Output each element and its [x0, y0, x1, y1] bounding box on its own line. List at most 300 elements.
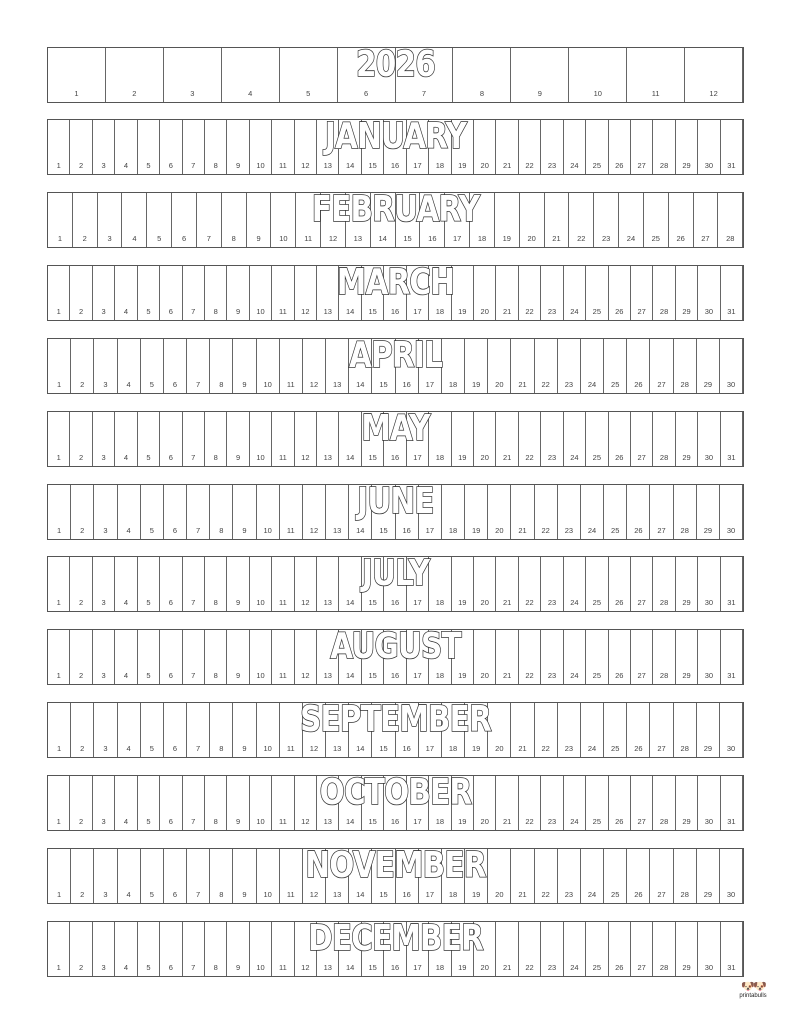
- day-cell[interactable]: [71, 485, 94, 539]
- day-cell[interactable]: [371, 193, 396, 247]
- day-cell[interactable]: [697, 339, 720, 393]
- day-cell[interactable]: [303, 703, 326, 757]
- day-cell[interactable]: [227, 266, 249, 320]
- day-cell[interactable]: [317, 557, 339, 611]
- day-cell[interactable]: [71, 703, 94, 757]
- day-cell[interactable]: [676, 776, 698, 830]
- day-cell[interactable]: [674, 703, 697, 757]
- day-cell[interactable]: [227, 630, 249, 684]
- day-cell[interactable]: [384, 120, 406, 174]
- day-cell[interactable]: [339, 120, 361, 174]
- day-cell[interactable]: [118, 703, 141, 757]
- day-cell[interactable]: [71, 849, 94, 903]
- day-cell[interactable]: [362, 922, 384, 976]
- day-cell[interactable]: [697, 849, 720, 903]
- day-cell[interactable]: [697, 485, 720, 539]
- day-cell[interactable]: [541, 776, 563, 830]
- day-cell[interactable]: [227, 412, 249, 466]
- day-cell[interactable]: [627, 703, 650, 757]
- day-cell[interactable]: [545, 193, 570, 247]
- day-cell[interactable]: [141, 703, 164, 757]
- day-cell[interactable]: [339, 266, 361, 320]
- day-cell[interactable]: [303, 339, 326, 393]
- day-cell[interactable]: [321, 193, 346, 247]
- day-cell[interactable]: [326, 703, 349, 757]
- year-month-cell[interactable]: [453, 48, 511, 102]
- year-month-cell[interactable]: [164, 48, 222, 102]
- day-cell[interactable]: [519, 120, 541, 174]
- day-cell[interactable]: [586, 776, 608, 830]
- day-cell[interactable]: [676, 922, 698, 976]
- day-cell[interactable]: [511, 703, 534, 757]
- day-cell[interactable]: [205, 922, 227, 976]
- day-cell[interactable]: [280, 339, 303, 393]
- day-cell[interactable]: [429, 630, 451, 684]
- day-cell[interactable]: [407, 922, 429, 976]
- day-cell[interactable]: [94, 485, 117, 539]
- year-month-cell[interactable]: [338, 48, 396, 102]
- day-cell[interactable]: [257, 485, 280, 539]
- day-cell[interactable]: [721, 922, 743, 976]
- day-cell[interactable]: [71, 339, 94, 393]
- year-month-cell[interactable]: [222, 48, 280, 102]
- day-cell[interactable]: [164, 485, 187, 539]
- day-cell[interactable]: [650, 485, 673, 539]
- day-cell[interactable]: [488, 339, 511, 393]
- day-cell[interactable]: [419, 849, 442, 903]
- day-cell[interactable]: [535, 703, 558, 757]
- day-cell[interactable]: [48, 776, 70, 830]
- day-cell[interactable]: [653, 120, 675, 174]
- year-month-cell[interactable]: [48, 48, 106, 102]
- day-cell[interactable]: [48, 703, 71, 757]
- year-month-cell[interactable]: [511, 48, 569, 102]
- day-cell[interactable]: [653, 412, 675, 466]
- year-month-cell[interactable]: [396, 48, 454, 102]
- day-cell[interactable]: [698, 266, 720, 320]
- day-cell[interactable]: [48, 412, 70, 466]
- day-cell[interactable]: [295, 412, 317, 466]
- day-cell[interactable]: [465, 485, 488, 539]
- day-cell[interactable]: [205, 120, 227, 174]
- day-cell[interactable]: [164, 849, 187, 903]
- day-cell[interactable]: [205, 630, 227, 684]
- day-cell[interactable]: [644, 193, 669, 247]
- day-cell[interactable]: [609, 776, 631, 830]
- year-month-cell[interactable]: [685, 48, 743, 102]
- day-cell[interactable]: [609, 412, 631, 466]
- year-month-cell[interactable]: [569, 48, 627, 102]
- day-cell[interactable]: [115, 630, 137, 684]
- day-cell[interactable]: [442, 849, 465, 903]
- day-cell[interactable]: [250, 776, 272, 830]
- day-cell[interactable]: [227, 776, 249, 830]
- day-cell[interactable]: [295, 557, 317, 611]
- day-cell[interactable]: [317, 120, 339, 174]
- day-cell[interactable]: [93, 922, 115, 976]
- day-cell[interactable]: [70, 922, 92, 976]
- day-cell[interactable]: [465, 849, 488, 903]
- day-cell[interactable]: [372, 339, 395, 393]
- day-cell[interactable]: [511, 849, 534, 903]
- day-cell[interactable]: [250, 557, 272, 611]
- day-cell[interactable]: [452, 922, 474, 976]
- day-cell[interactable]: [339, 412, 361, 466]
- day-cell[interactable]: [452, 557, 474, 611]
- day-cell[interactable]: [558, 339, 581, 393]
- day-cell[interactable]: [653, 776, 675, 830]
- day-cell[interactable]: [650, 703, 673, 757]
- day-cell[interactable]: [564, 557, 586, 611]
- day-cell[interactable]: [257, 849, 280, 903]
- day-cell[interactable]: [452, 776, 474, 830]
- year-month-cell[interactable]: [627, 48, 685, 102]
- day-cell[interactable]: [676, 120, 698, 174]
- day-cell[interactable]: [138, 922, 160, 976]
- day-cell[interactable]: [233, 339, 256, 393]
- day-cell[interactable]: [564, 266, 586, 320]
- day-cell[interactable]: [452, 412, 474, 466]
- day-cell[interactable]: [720, 485, 743, 539]
- day-cell[interactable]: [303, 849, 326, 903]
- day-cell[interactable]: [676, 630, 698, 684]
- day-cell[interactable]: [697, 703, 720, 757]
- day-cell[interactable]: [564, 630, 586, 684]
- day-cell[interactable]: [118, 485, 141, 539]
- day-cell[interactable]: [187, 339, 210, 393]
- day-cell[interactable]: [396, 849, 419, 903]
- day-cell[interactable]: [339, 776, 361, 830]
- day-cell[interactable]: [604, 485, 627, 539]
- day-cell[interactable]: [349, 339, 372, 393]
- day-cell[interactable]: [631, 557, 653, 611]
- day-cell[interactable]: [627, 485, 650, 539]
- day-cell[interactable]: [558, 485, 581, 539]
- day-cell[interactable]: [339, 922, 361, 976]
- day-cell[interactable]: [93, 557, 115, 611]
- day-cell[interactable]: [339, 557, 361, 611]
- day-cell[interactable]: [48, 193, 73, 247]
- day-cell[interactable]: [295, 630, 317, 684]
- day-cell[interactable]: [70, 266, 92, 320]
- day-cell[interactable]: [558, 703, 581, 757]
- day-cell[interactable]: [698, 630, 720, 684]
- day-cell[interactable]: [698, 412, 720, 466]
- day-cell[interactable]: [115, 120, 137, 174]
- day-cell[interactable]: [160, 120, 182, 174]
- day-cell[interactable]: [183, 776, 205, 830]
- day-cell[interactable]: [721, 266, 743, 320]
- day-cell[interactable]: [272, 630, 294, 684]
- day-cell[interactable]: [594, 193, 619, 247]
- day-cell[interactable]: [496, 412, 518, 466]
- day-cell[interactable]: [718, 193, 743, 247]
- day-cell[interactable]: [519, 266, 541, 320]
- day-cell[interactable]: [429, 922, 451, 976]
- day-cell[interactable]: [674, 849, 697, 903]
- day-cell[interactable]: [272, 557, 294, 611]
- day-cell[interactable]: [187, 849, 210, 903]
- day-cell[interactable]: [535, 339, 558, 393]
- day-cell[interactable]: [604, 849, 627, 903]
- day-cell[interactable]: [496, 922, 518, 976]
- year-month-cell[interactable]: [106, 48, 164, 102]
- day-cell[interactable]: [210, 485, 233, 539]
- day-cell[interactable]: [362, 557, 384, 611]
- day-cell[interactable]: [396, 703, 419, 757]
- day-cell[interactable]: [720, 849, 743, 903]
- day-cell[interactable]: [407, 776, 429, 830]
- day-cell[interactable]: [48, 922, 70, 976]
- day-cell[interactable]: [372, 849, 395, 903]
- day-cell[interactable]: [452, 120, 474, 174]
- day-cell[interactable]: [183, 922, 205, 976]
- day-cell[interactable]: [653, 630, 675, 684]
- day-cell[interactable]: [488, 485, 511, 539]
- day-cell[interactable]: [115, 266, 137, 320]
- day-cell[interactable]: [93, 412, 115, 466]
- day-cell[interactable]: [317, 922, 339, 976]
- day-cell[interactable]: [250, 412, 272, 466]
- day-cell[interactable]: [160, 630, 182, 684]
- day-cell[interactable]: [160, 557, 182, 611]
- day-cell[interactable]: [445, 193, 470, 247]
- day-cell[interactable]: [720, 339, 743, 393]
- day-cell[interactable]: [420, 193, 445, 247]
- day-cell[interactable]: [94, 703, 117, 757]
- day-cell[interactable]: [581, 849, 604, 903]
- day-cell[interactable]: [280, 485, 303, 539]
- day-cell[interactable]: [609, 922, 631, 976]
- day-cell[interactable]: [676, 266, 698, 320]
- day-cell[interactable]: [586, 120, 608, 174]
- day-cell[interactable]: [362, 776, 384, 830]
- day-cell[interactable]: [317, 266, 339, 320]
- day-cell[interactable]: [141, 485, 164, 539]
- day-cell[interactable]: [650, 849, 673, 903]
- day-cell[interactable]: [474, 412, 496, 466]
- day-cell[interactable]: [187, 485, 210, 539]
- day-cell[interactable]: [303, 485, 326, 539]
- day-cell[interactable]: [183, 266, 205, 320]
- day-cell[interactable]: [94, 339, 117, 393]
- day-cell[interactable]: [627, 339, 650, 393]
- day-cell[interactable]: [118, 339, 141, 393]
- day-cell[interactable]: [295, 120, 317, 174]
- day-cell[interactable]: [676, 557, 698, 611]
- day-cell[interactable]: [519, 412, 541, 466]
- day-cell[interactable]: [474, 557, 496, 611]
- day-cell[interactable]: [227, 120, 249, 174]
- day-cell[interactable]: [519, 557, 541, 611]
- day-cell[interactable]: [653, 922, 675, 976]
- day-cell[interactable]: [452, 630, 474, 684]
- day-cell[interactable]: [295, 266, 317, 320]
- day-cell[interactable]: [676, 412, 698, 466]
- day-cell[interactable]: [558, 849, 581, 903]
- day-cell[interactable]: [183, 557, 205, 611]
- day-cell[interactable]: [674, 485, 697, 539]
- day-cell[interactable]: [183, 630, 205, 684]
- day-cell[interactable]: [93, 120, 115, 174]
- day-cell[interactable]: [429, 776, 451, 830]
- day-cell[interactable]: [183, 412, 205, 466]
- day-cell[interactable]: [362, 120, 384, 174]
- day-cell[interactable]: [495, 193, 520, 247]
- day-cell[interactable]: [698, 557, 720, 611]
- day-cell[interactable]: [164, 339, 187, 393]
- day-cell[interactable]: [384, 776, 406, 830]
- day-cell[interactable]: [627, 849, 650, 903]
- day-cell[interactable]: [272, 922, 294, 976]
- day-cell[interactable]: [227, 557, 249, 611]
- day-cell[interactable]: [653, 557, 675, 611]
- day-cell[interactable]: [326, 485, 349, 539]
- day-cell[interactable]: [272, 776, 294, 830]
- day-cell[interactable]: [48, 485, 71, 539]
- day-cell[interactable]: [721, 630, 743, 684]
- day-cell[interactable]: [721, 120, 743, 174]
- day-cell[interactable]: [586, 412, 608, 466]
- day-cell[interactable]: [247, 193, 272, 247]
- day-cell[interactable]: [442, 339, 465, 393]
- day-cell[interactable]: [541, 557, 563, 611]
- day-cell[interactable]: [698, 922, 720, 976]
- day-cell[interactable]: [474, 266, 496, 320]
- day-cell[interactable]: [272, 120, 294, 174]
- day-cell[interactable]: [674, 339, 697, 393]
- day-cell[interactable]: [429, 412, 451, 466]
- day-cell[interactable]: [465, 339, 488, 393]
- day-cell[interactable]: [197, 193, 222, 247]
- day-cell[interactable]: [384, 922, 406, 976]
- day-cell[interactable]: [272, 412, 294, 466]
- day-cell[interactable]: [581, 703, 604, 757]
- day-cell[interactable]: [280, 703, 303, 757]
- day-cell[interactable]: [349, 849, 372, 903]
- day-cell[interactable]: [541, 922, 563, 976]
- day-cell[interactable]: [541, 412, 563, 466]
- day-cell[interactable]: [564, 922, 586, 976]
- day-cell[interactable]: [396, 193, 421, 247]
- day-cell[interactable]: [609, 266, 631, 320]
- day-cell[interactable]: [362, 412, 384, 466]
- day-cell[interactable]: [115, 922, 137, 976]
- day-cell[interactable]: [70, 776, 92, 830]
- day-cell[interactable]: [138, 412, 160, 466]
- day-cell[interactable]: [48, 120, 70, 174]
- day-cell[interactable]: [73, 193, 98, 247]
- day-cell[interactable]: [564, 120, 586, 174]
- day-cell[interactable]: [296, 193, 321, 247]
- day-cell[interactable]: [372, 485, 395, 539]
- day-cell[interactable]: [586, 557, 608, 611]
- day-cell[interactable]: [452, 266, 474, 320]
- day-cell[interactable]: [160, 776, 182, 830]
- day-cell[interactable]: [205, 776, 227, 830]
- day-cell[interactable]: [488, 703, 511, 757]
- day-cell[interactable]: [631, 412, 653, 466]
- day-cell[interactable]: [653, 266, 675, 320]
- day-cell[interactable]: [93, 266, 115, 320]
- day-cell[interactable]: [511, 339, 534, 393]
- day-cell[interactable]: [609, 630, 631, 684]
- day-cell[interactable]: [250, 630, 272, 684]
- day-cell[interactable]: [222, 193, 247, 247]
- day-cell[interactable]: [372, 703, 395, 757]
- day-cell[interactable]: [48, 557, 70, 611]
- day-cell[interactable]: [349, 703, 372, 757]
- day-cell[interactable]: [317, 776, 339, 830]
- day-cell[interactable]: [496, 776, 518, 830]
- day-cell[interactable]: [429, 266, 451, 320]
- day-cell[interactable]: [442, 485, 465, 539]
- day-cell[interactable]: [609, 120, 631, 174]
- day-cell[interactable]: [429, 120, 451, 174]
- day-cell[interactable]: [384, 412, 406, 466]
- day-cell[interactable]: [317, 412, 339, 466]
- day-cell[interactable]: [429, 557, 451, 611]
- day-cell[interactable]: [721, 412, 743, 466]
- day-cell[interactable]: [564, 776, 586, 830]
- day-cell[interactable]: [257, 339, 280, 393]
- day-cell[interactable]: [407, 630, 429, 684]
- day-cell[interactable]: [210, 849, 233, 903]
- day-cell[interactable]: [183, 120, 205, 174]
- day-cell[interactable]: [147, 193, 172, 247]
- day-cell[interactable]: [70, 630, 92, 684]
- day-cell[interactable]: [384, 557, 406, 611]
- day-cell[interactable]: [520, 193, 545, 247]
- day-cell[interactable]: [70, 557, 92, 611]
- day-cell[interactable]: [496, 266, 518, 320]
- day-cell[interactable]: [442, 703, 465, 757]
- day-cell[interactable]: [631, 630, 653, 684]
- day-cell[interactable]: [115, 557, 137, 611]
- day-cell[interactable]: [609, 557, 631, 611]
- day-cell[interactable]: [511, 485, 534, 539]
- day-cell[interactable]: [227, 922, 249, 976]
- day-cell[interactable]: [407, 120, 429, 174]
- day-cell[interactable]: [474, 776, 496, 830]
- day-cell[interactable]: [586, 266, 608, 320]
- day-cell[interactable]: [720, 703, 743, 757]
- day-cell[interactable]: [569, 193, 594, 247]
- day-cell[interactable]: [488, 849, 511, 903]
- day-cell[interactable]: [138, 630, 160, 684]
- day-cell[interactable]: [519, 630, 541, 684]
- day-cell[interactable]: [317, 630, 339, 684]
- day-cell[interactable]: [604, 339, 627, 393]
- day-cell[interactable]: [160, 922, 182, 976]
- day-cell[interactable]: [118, 849, 141, 903]
- day-cell[interactable]: [721, 776, 743, 830]
- day-cell[interactable]: [496, 630, 518, 684]
- day-cell[interactable]: [205, 266, 227, 320]
- day-cell[interactable]: [470, 193, 495, 247]
- day-cell[interactable]: [407, 266, 429, 320]
- day-cell[interactable]: [362, 266, 384, 320]
- day-cell[interactable]: [48, 266, 70, 320]
- day-cell[interactable]: [496, 120, 518, 174]
- day-cell[interactable]: [419, 485, 442, 539]
- day-cell[interactable]: [250, 120, 272, 174]
- day-cell[interactable]: [160, 266, 182, 320]
- day-cell[interactable]: [631, 120, 653, 174]
- day-cell[interactable]: [619, 193, 644, 247]
- day-cell[interactable]: [115, 412, 137, 466]
- day-cell[interactable]: [535, 485, 558, 539]
